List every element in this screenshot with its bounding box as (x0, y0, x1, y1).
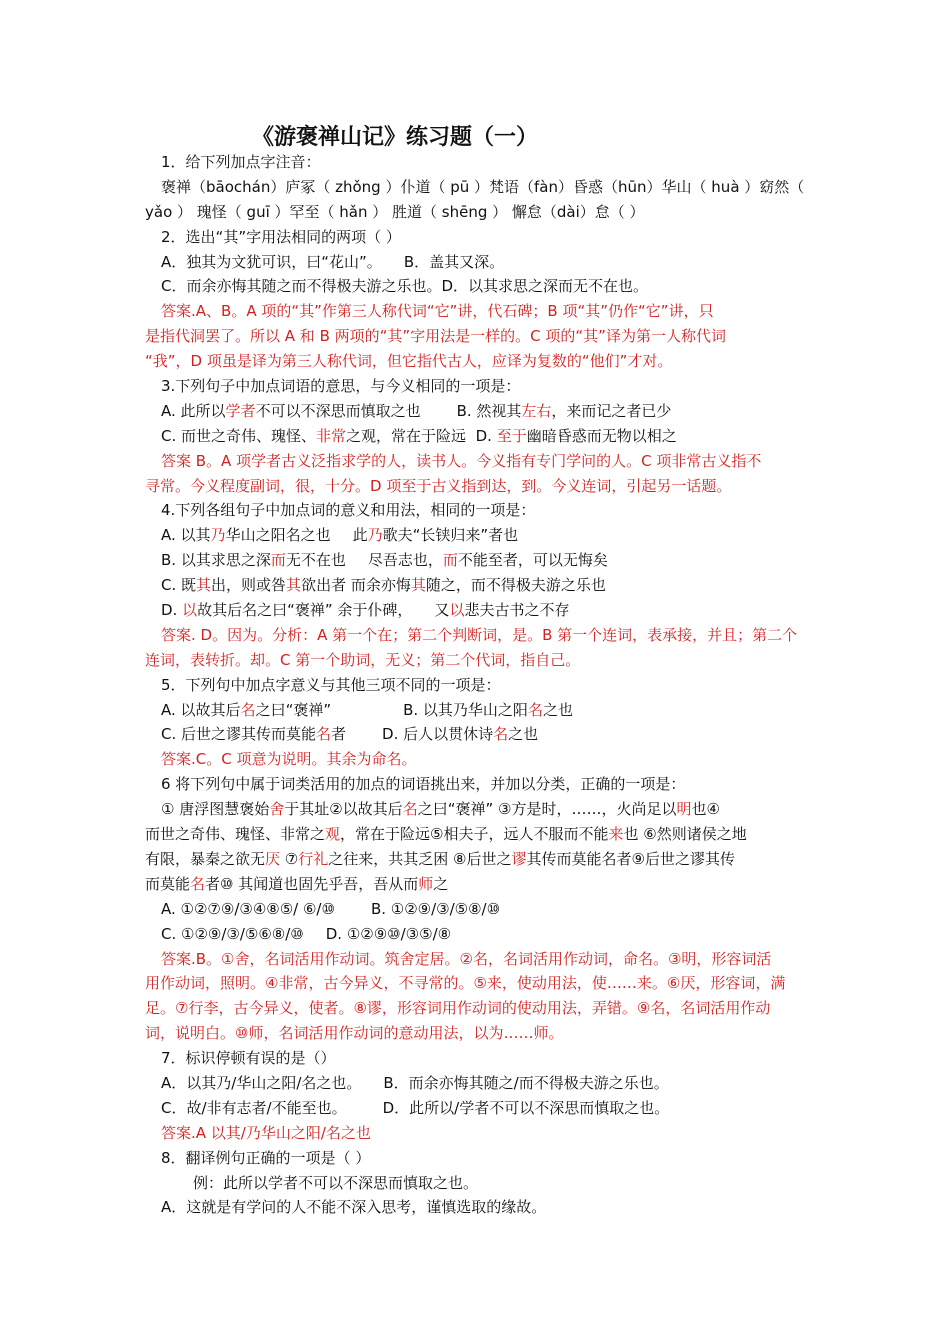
option-b: B. ①②⑨/③/⑤⑧/⑩ (370, 899, 501, 918)
text: B. 以其乃华山之阳 (403, 700, 528, 719)
question-3-answer-line-2: 寻常。今义程度副词，很，十分。D 项至于古义指到达，到。今义连词，引起另一话题。 (145, 476, 732, 495)
question-7-stem: 7．标识停顿有误的是（） (161, 1049, 336, 1068)
question-2-answer-line-1: 答案.A、B。A 项的“其”作第三人称代词“它”讲，代石碑；B 项“其”仍作“它”讲，只 (161, 302, 714, 321)
keyword: 名 (190, 874, 206, 893)
question-5-answer: 答案.C。C 项意为说明。其余为命名。 (161, 750, 417, 769)
option-d: D．以其求思之深而无不在也。 (441, 277, 649, 296)
keyword: 来 (608, 825, 624, 844)
option-c-text: C. 而世之奇伟、瑰怪、 (161, 426, 317, 445)
question-6-answer-line-4: 词，说明白。⑩师，名词活用作动词的意动用法，以为……师。 (145, 1024, 564, 1043)
text: 者 (331, 725, 347, 744)
question-2-answer-line-3: “我”，D 项虽是译为第三人称代词，但它指代古人，应译为复数的“他们”才对。 (145, 352, 673, 371)
question-6-options-ab (145, 897, 810, 922)
question-6-line-4 (145, 872, 810, 897)
question-7-options-cd (145, 1096, 810, 1121)
question-5-options-cd (145, 722, 810, 747)
question-1-stem: 1．给下列加点字注音： (161, 153, 321, 171)
option-c-keyword: 非常 (316, 426, 347, 445)
text: 此 (352, 526, 368, 545)
question-5-stem: 5．下列句中加点字意义与其他三项不同的一项是： (161, 675, 501, 694)
question-4-answer-line-1: 答案. D。因为。分析：A 第一个在；第二个判断词，是。B 第一个连词，表承接，并且；第二个 (161, 625, 798, 644)
text: 尽吾志也， (367, 551, 443, 570)
text: ，常在于险远⑤相夫子，远人不服而不能 (340, 825, 609, 844)
option-c: C. ①②⑨/③/⑤⑥⑧/⑩ (161, 924, 304, 943)
keyword: 乃 (210, 526, 226, 545)
text: ⑦ (280, 849, 299, 868)
keyword: 其 (286, 576, 302, 595)
question-4-option-b (145, 548, 810, 573)
keyword: 名 (493, 725, 509, 744)
text: 欲出者 而余亦悔 (301, 576, 411, 595)
question-4-answer-line-2: 连词，表转折。却。C 第一个助词，无义；第二个代词，指自己。 (145, 650, 581, 669)
page-title: 《游褒禅山记》练习题（一） (251, 124, 538, 150)
keyword: 以 (182, 601, 198, 620)
option-b-keyword: 左右 (521, 401, 552, 420)
keyword: 行礼 (298, 849, 329, 868)
option-c-rest: 之观，常在于险远 (346, 426, 467, 445)
keyword: 名 (316, 725, 332, 744)
text: 也 ⑥然则诸侯之地 (623, 825, 747, 844)
option-d-keyword: 至于 (496, 426, 527, 445)
text: C. 后世之谬其传而莫能 (161, 725, 317, 744)
exercise-content (145, 150, 810, 1220)
keyword: 名 (240, 700, 256, 719)
text: ① 唐浮图慧褒始 (161, 800, 270, 819)
question-7-options-ab (145, 1071, 810, 1096)
option-a-rest: 不可以不深思而慎取之也 (255, 401, 421, 420)
option-a-text: A. 此所以 (161, 401, 226, 420)
text: 之曰“褒禅” ③方是时，……，火尚足以 (417, 800, 677, 819)
text: C. 既 (161, 576, 197, 595)
option-d: D. ①②⑨⑩/③⑤/⑧ (325, 924, 452, 943)
question-8-stem: 8．翻译例句正确的一项是（ ） (161, 1148, 371, 1167)
question-6-line-1 (145, 797, 810, 822)
text: 之也 (508, 725, 539, 744)
text: 也④ (691, 800, 720, 819)
keyword: 厌 (265, 849, 281, 868)
question-8-example: 例：此所以学者不可以不深思而慎取之也。 (193, 1173, 479, 1192)
text: 又 (434, 601, 450, 620)
keyword: 观 (325, 825, 341, 844)
keyword: 师 (418, 874, 434, 893)
text: D. (161, 601, 183, 620)
text: D. 后人以贯休诗 (382, 725, 494, 744)
question-2-options-cd (145, 274, 810, 299)
keyword: 名 (402, 800, 418, 819)
text: A. 以故其后 (161, 700, 241, 719)
question-6-options-cd (145, 922, 810, 947)
option-d-rest: 幽暗昏惑而无物以相之 (526, 426, 677, 445)
text: 之往来，共其乏困 ⑧后世之 (328, 849, 512, 868)
text: B. 以其求思之深 (161, 551, 271, 570)
option-b: B．而余亦悔其随之/而不得极夫游之乐也。 (383, 1073, 669, 1092)
option-a-keyword: 学者 (225, 401, 256, 420)
text: 故其后名之曰“褒禅” 余于仆碑， (197, 601, 413, 620)
option-b: B．盖其又深。 (403, 252, 505, 271)
question-6-line-2 (145, 822, 810, 847)
text: 其传而莫能名者⑨后世之谬其传 (526, 849, 735, 868)
option-b-text: B. 然视其 (456, 401, 522, 420)
option-d: D．此所以/学者不可以不深思而慎取之也。 (382, 1098, 670, 1117)
text: 之曰“褒禅” (255, 700, 332, 719)
text: 悲夫古书之不存 (464, 601, 570, 620)
option-a: A．以其乃/华山之阳/名之也。 (161, 1073, 362, 1092)
question-7-answer: 答案.A 以其/乃华山之阳/名之也 (161, 1123, 371, 1142)
text: A. 以其 (161, 526, 211, 545)
text: 而世之奇伟、瑰怪、非常之 (145, 825, 326, 844)
text: 者⑩ 其闻道也固先乎吾，吾从而 (205, 874, 419, 893)
question-3-answer-line-1: 答案 B。A 项学者古义泛指求学的人，读书人。今义指有专门学问的人。C 项非常古义指不 (161, 451, 762, 470)
option-a: A．独其为文犹可识，曰“花山”。 (161, 252, 382, 271)
question-1-line-1: 褒禅（bāochán）庐冢（ zhǒng ）仆道（ pū ）梵语（fàn）昏惑（hūn）华山（ huà ）窈然（ (161, 177, 805, 196)
question-1-line-2: yǎo ） 瑰怪（ guī ）罕至（ hǎn ） 胜道（ shēng ） 懈怠（dài）怠（ ） (145, 202, 645, 221)
keyword: 谬 (511, 849, 527, 868)
option-b-rest: ，来而记之者已少 (551, 401, 672, 420)
text: 无不在也 (285, 551, 346, 570)
keyword: 名 (527, 700, 543, 719)
text: 于其址②以故其后 (284, 800, 403, 819)
keyword: 其 (196, 576, 212, 595)
question-4-stem: 4.下列各组句子中加点词的意义和用法，相同的一项是： (161, 501, 536, 520)
keyword: 其 (410, 576, 426, 595)
keyword: 明 (676, 800, 692, 819)
keyword: 而 (270, 551, 286, 570)
option-c: C．故/非有志者/不能至也。 (161, 1098, 347, 1117)
option-d-text: D. (475, 426, 497, 445)
question-6-line-3 (145, 847, 810, 872)
text: 之也 (542, 700, 573, 719)
text: 歌夫“长铗归来”者也 (382, 526, 519, 545)
keyword: 以 (449, 601, 465, 620)
text: 之 (433, 874, 449, 893)
keyword: 舍 (269, 800, 285, 819)
text: 出，则或咎 (211, 576, 287, 595)
question-6-answer-line-3: 足。⑦行李，古今异义，使者。⑧谬，形容词用作动词的使动用法，弄错。⑨名，名词活用作动 (145, 999, 771, 1018)
question-3-options-cd (145, 424, 810, 449)
text: 有限，暴秦之欲无 (145, 849, 266, 868)
question-8-option-a: A．这就是有学问的人不能不深入思考，谨慎选取的缘故。 (161, 1198, 547, 1217)
text: 华山之阳名之也 (225, 526, 331, 545)
question-3-options-ab (145, 399, 810, 424)
question-2-answer-line-2: 是指代洞罢了。所以 A 和 B 两项的“其”字用法是一样的。C 项的“其”译为第一人称代词 (145, 327, 726, 346)
option-c: C．而余亦悔其随之而不得极夫游之乐也。 (161, 277, 442, 296)
option-a: A. ①②⑦⑨/③④⑧⑤/ ⑥/⑩ (161, 899, 335, 918)
text: 随之，而不得极夫游之乐也 (425, 576, 606, 595)
question-4-option-c (145, 573, 810, 598)
question-6-answer-line-1: 答案.B。①舍，名词活用作动词。筑舍定居。②名，名词活用作动词，命名。③明，形容词活 (161, 949, 772, 968)
question-4-option-d (145, 598, 810, 623)
question-3-stem: 3.下列句子中加点词语的意思，与今义相同的一项是： (161, 377, 521, 396)
text: 而莫能 (145, 874, 191, 893)
question-2-stem: 2．选出“其”字用法相同的两项（ ） (161, 227, 401, 246)
question-6-stem: 6 将下列句中属于词类活用的加点的词语挑出来，并加以分类，正确的一项是： (161, 775, 686, 794)
question-5-options-ab (145, 698, 810, 723)
keyword: 而 (442, 551, 458, 570)
question-2-options-ab (145, 250, 810, 275)
text: 不能至者，可以无悔矣 (457, 551, 608, 570)
keyword: 乃 (367, 526, 383, 545)
question-6-answer-line-2: 用作动词，照明。④非常，古今异义，不寻常的。⑤来，使动用法，使……来。⑥厌，形容词，满 (145, 974, 786, 993)
question-4-option-a (145, 523, 810, 548)
